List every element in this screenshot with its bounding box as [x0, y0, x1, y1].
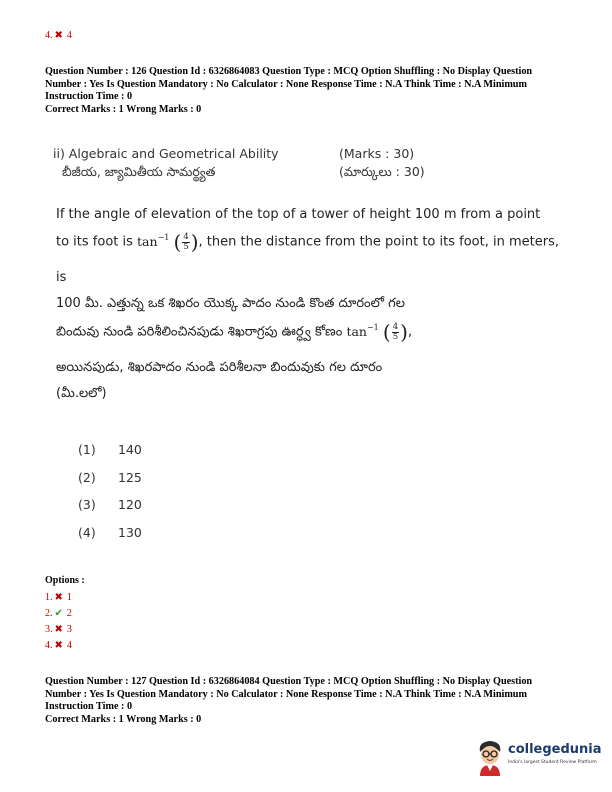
question-text-telugu	[56, 322, 412, 343]
question-text-telugu: 100 మీ. ఎత్తున్న ఒక శిఖరం యొక్క పాదం నుండి కొంత దూరంలో గల	[56, 296, 405, 311]
question-meta	[45, 66, 570, 116]
choice-value: 140	[118, 442, 142, 457]
option-number: 3.	[45, 624, 53, 635]
student-mascot-icon	[474, 738, 506, 776]
option-number: 2.	[45, 608, 53, 619]
question-text-fragment: బిందువు నుండి పరిశీలించినపుడు శిఖరాగ్రపు ఊర్ధ్వ కోణం	[56, 324, 347, 340]
option-number: 4.	[45, 30, 53, 41]
logo-wordmark: collegedunia	[508, 742, 602, 757]
choice-value: 120	[118, 497, 142, 512]
tan-text: tan	[346, 323, 367, 339]
answer-choice	[78, 442, 142, 457]
tan-inverse	[346, 324, 378, 339]
choice-value: 125	[118, 470, 142, 485]
options-heading: Options :	[45, 575, 85, 586]
cross-mark-icon: ✖	[54, 592, 63, 603]
option-value: 4	[66, 30, 72, 41]
tan-text: tan	[137, 233, 158, 249]
choice-label: (1)	[78, 442, 96, 457]
option-value: 4	[66, 640, 72, 651]
fraction-denominator: 5	[392, 331, 399, 342]
question-text-telugu: (మీ.లలో)	[56, 386, 107, 401]
option-number: 4.	[45, 640, 53, 651]
option-row	[45, 30, 72, 41]
section-title-english: ii) Algebraic and Geometrical Ability	[53, 146, 279, 161]
question-meta	[45, 676, 570, 726]
tan-inverse	[137, 234, 169, 249]
question-text-fragment: to its foot is	[56, 234, 138, 250]
section-marks-telugu: (మార్కులు : 30)	[339, 164, 425, 179]
choice-value: 130	[118, 525, 142, 540]
meta-line: Question Number : 126 Question Id : 6326864083 Question Type : MCQ Option Shuffling : No Display Question	[45, 66, 533, 77]
cross-mark-icon: ✖	[54, 624, 63, 635]
question-text-line: If the angle of elevation of the top of a tower of height 100 m from a point	[56, 207, 541, 222]
answer-choice	[78, 470, 142, 485]
fraction: ( $\frac{4}{5}$ )	[382, 320, 408, 344]
inverse-superscript: −1	[157, 232, 170, 242]
question-text-fragment: ,	[407, 324, 413, 340]
inverse-superscript: −1	[366, 322, 379, 332]
meta-line: Question Number : 127 Question Id : 6326864084 Question Type : MCQ Option Shuffling : No Display Question	[45, 676, 533, 687]
option-value: 1	[66, 592, 72, 603]
logo-tagline: India's largest Student Review Platform	[508, 760, 597, 765]
cross-mark-icon: ✖	[54, 30, 63, 41]
cross-mark-icon: ✖	[54, 640, 63, 651]
choice-label: (4)	[78, 525, 96, 540]
option-number: 1.	[45, 592, 53, 603]
marks-line: Correct Marks : 1 Wrong Marks : 0	[45, 103, 202, 115]
option-row	[45, 592, 72, 603]
meta-line: Number : Yes Is Question Mandatory : No Calculator : None Response Time : N.A Think Time : N.A Minimum	[45, 688, 527, 700]
meta-line: Instruction Time : 0	[45, 701, 133, 712]
collegedunia-logo	[474, 738, 604, 778]
option-value: 2	[66, 608, 72, 619]
marks-line: Correct Marks : 1 Wrong Marks : 0	[45, 713, 202, 725]
section-title-telugu: బీజీయ, జ్యామితీయ సామర్థ్యత	[62, 164, 216, 179]
meta-line: Number : Yes Is Question Mandatory : No Calculator : None Response Time : N.A Think Time : N.A Minimum	[45, 78, 527, 90]
answer-choice	[78, 497, 142, 512]
question-text-fragment: , then the distance from the point to its foot, in meters,	[198, 234, 559, 250]
question-text-line: is	[56, 270, 67, 285]
fraction-numerator: 4	[392, 321, 399, 332]
question-text-line	[56, 232, 559, 252]
meta-line: Instruction Time : 0	[45, 91, 133, 102]
check-mark-icon: ✔	[54, 608, 63, 619]
option-row	[45, 640, 72, 651]
fraction-denominator: 5	[183, 241, 189, 252]
fraction-numerator: 4	[183, 231, 189, 242]
fraction: ( $\frac{4}{5}$ )	[173, 230, 199, 254]
choice-label: (2)	[78, 470, 96, 485]
question-text-telugu: అయినపుడు, శిఖరపాదం నుండి పరిశీలనా బిందువుకు గల దూరం	[56, 360, 383, 375]
option-value: 3	[66, 624, 72, 635]
choice-label: (3)	[78, 497, 96, 512]
option-row	[45, 608, 72, 619]
answer-choice	[78, 525, 142, 540]
section-marks-english: (Marks : 30)	[339, 146, 415, 161]
option-row	[45, 624, 72, 635]
